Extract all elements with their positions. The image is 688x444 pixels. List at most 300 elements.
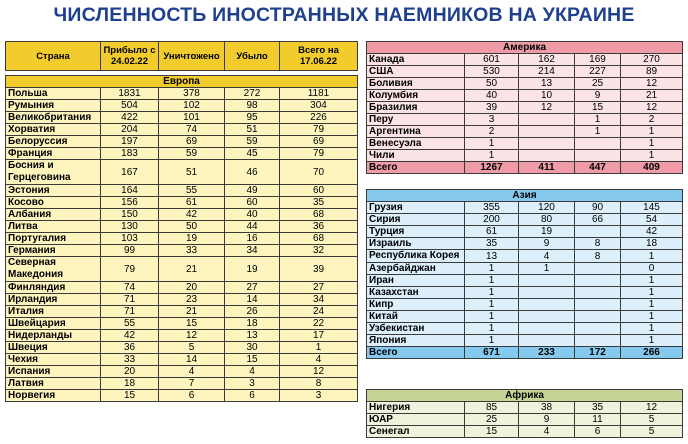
left-cell: 1 [575,126,621,138]
table-row [6,282,358,294]
total-cell: 8 [280,378,358,390]
country-cell: Казахстан [367,287,465,299]
destroyed-cell [519,311,575,323]
arrived-cell: 103 [101,233,159,245]
destroyed-cell: 162 [519,54,575,66]
country-cell: Чехия [6,354,101,366]
left-cell: 90 [575,202,621,214]
total-cell: 1 [280,342,358,354]
section-label: Америка [367,42,683,54]
arrived-cell: 1 [465,263,519,275]
total-destroyed: 233 [519,347,575,359]
total-cell: 1181 [280,88,358,100]
table-row [6,221,358,233]
arrived-cell: 18 [101,378,159,390]
destroyed-cell: 69 [159,136,225,148]
total-arrived: 1267 [465,162,519,174]
total-cell: 70 [280,160,358,185]
country-cell: Бразилия [367,102,465,114]
total-cell: 1 [621,335,683,347]
left-cell: 25 [575,78,621,90]
left-cell: 35 [575,402,621,414]
table-row [367,54,683,66]
destroyed-cell [519,150,575,162]
arrived-cell: 99 [101,245,159,257]
country-cell: Турция [367,226,465,238]
left-cell: 40 [225,209,280,221]
total-cell: 3 [280,390,358,402]
destroyed-cell: 51 [159,160,225,185]
total-cell: 17 [280,330,358,342]
header-arrived: Прибыло с 24.02.22 [101,42,159,71]
country-cell: Германия [6,245,101,257]
destroyed-cell: 12 [159,330,225,342]
total-cell: 18 [621,238,683,250]
table-row [6,88,358,100]
total-cell: 12 [621,402,683,414]
arrived-cell: 204 [101,124,159,136]
country-cell: Испания [6,366,101,378]
arrived-cell: 164 [101,185,159,197]
left-cell: 6 [575,426,621,438]
destroyed-cell [519,114,575,126]
total-cell: 1 [621,138,683,150]
left-cell: 34 [225,245,280,257]
total-row [367,347,683,359]
section-label: Европа [6,76,358,88]
table-row [6,148,358,160]
table-row [6,209,358,221]
country-cell: Боливия [367,78,465,90]
section-europe [6,76,358,88]
header-country: Страна [6,42,101,71]
left-cell [575,311,621,323]
table-row [6,354,358,366]
total-cell: 5 [621,414,683,426]
table-row [6,100,358,112]
arrived-cell: 2 [465,126,519,138]
destroyed-cell: 21 [159,257,225,282]
country-cell: Босния и Герцеговина [6,160,101,185]
left-cell: 8 [575,238,621,250]
table-row [367,90,683,102]
country-cell: Китай [367,311,465,323]
left-cell [575,299,621,311]
table-row [367,66,683,78]
left-cell: 30 [225,342,280,354]
table-row [367,202,683,214]
country-cell: Румыния [6,100,101,112]
arrived-cell: 36 [101,342,159,354]
destroyed-cell: 74 [159,124,225,136]
table-row [367,102,683,114]
country-cell: Белоруссия [6,136,101,148]
table-row [367,250,683,263]
destroyed-cell: 23 [159,294,225,306]
destroyed-cell [519,335,575,347]
table-row [367,226,683,238]
destroyed-cell: 33 [159,245,225,257]
left-cell: 98 [225,100,280,112]
country-cell: Сирия [367,214,465,226]
arrived-cell: 197 [101,136,159,148]
left-cell: 15 [225,354,280,366]
arrived-cell: 1 [465,275,519,287]
destroyed-cell: 4 [159,366,225,378]
arrived-cell: 1 [465,150,519,162]
left-cell: 15 [575,102,621,114]
america-rows [367,54,683,162]
arrived-cell: 150 [101,209,159,221]
table-row [6,342,358,354]
left-cell: 95 [225,112,280,124]
table-row [6,197,358,209]
arrived-cell: 530 [465,66,519,78]
asia-rows [367,202,683,347]
total-cell: 12 [621,102,683,114]
arrived-cell: 85 [465,402,519,414]
left-cell: 227 [575,66,621,78]
table-row [367,214,683,226]
header-row [6,42,358,71]
left-cell: 27 [225,282,280,294]
total-left: 172 [575,347,621,359]
country-cell: Литва [6,221,101,233]
table-row [367,126,683,138]
destroyed-cell: 4 [519,426,575,438]
total-cell: 304 [280,100,358,112]
destroyed-cell: 12 [519,102,575,114]
country-cell: Эстония [6,185,101,197]
total-cell: 1 [621,311,683,323]
country-cell: Албания [6,209,101,221]
arrived-cell: 1 [465,287,519,299]
table-row [6,378,358,390]
arrived-cell: 167 [101,160,159,185]
left-cell: 1 [575,114,621,126]
table-row [6,136,358,148]
country-cell: Великобритания [6,112,101,124]
destroyed-cell: 55 [159,185,225,197]
table-row [367,275,683,287]
country-cell: Северная Македония [6,257,101,282]
arrived-cell: 61 [465,226,519,238]
destroyed-cell: 59 [159,148,225,160]
left-cell [575,138,621,150]
left-cell [575,323,621,335]
total-label: Всего [367,162,465,174]
total-cell: 145 [621,202,683,214]
left-cell: 18 [225,318,280,330]
arrived-cell: 74 [101,282,159,294]
country-cell: Перу [367,114,465,126]
total-cell: 39 [280,257,358,282]
destroyed-cell [519,138,575,150]
total-cell: 12 [280,366,358,378]
destroyed-cell: 19 [519,226,575,238]
total-cell: 32 [280,245,358,257]
destroyed-cell [519,299,575,311]
arrived-cell: 50 [465,78,519,90]
destroyed-cell: 42 [159,209,225,221]
destroyed-cell: 214 [519,66,575,78]
arrived-cell: 156 [101,197,159,209]
total-cell: 89 [621,66,683,78]
total-cell: 21 [621,90,683,102]
country-cell: Узбекистан [367,323,465,335]
destroyed-cell: 50 [159,221,225,233]
left-cell: 4 [225,366,280,378]
left-cell: 6 [225,390,280,402]
header-left: Убыло [225,42,280,71]
table-row [6,112,358,124]
table-row [6,318,358,330]
country-cell: Латвия [6,378,101,390]
section-label: Азия [367,190,683,202]
total-cell: 0 [621,263,683,275]
arrived-cell: 1 [465,299,519,311]
country-cell: Республика Корея [367,250,465,263]
total-cell: 1 [621,275,683,287]
arrived-cell: 42 [101,330,159,342]
country-cell: Швейцария [6,318,101,330]
table-row [367,335,683,347]
table-row [6,160,358,185]
table-row [367,238,683,250]
destroyed-cell: 7 [159,378,225,390]
left-cell: 14 [225,294,280,306]
header-total: Всего на 17.06.22 [280,42,358,71]
arrived-cell: 79 [101,257,159,282]
arrived-cell: 183 [101,148,159,160]
total-cell: 1 [621,250,683,263]
country-cell: Финляндия [6,282,101,294]
table-row [367,426,683,438]
left-cell: 26 [225,306,280,318]
left-cell: 46 [225,160,280,185]
destroyed-cell: 6 [159,390,225,402]
total-cell: 54 [621,214,683,226]
destroyed-cell: 378 [159,88,225,100]
destroyed-cell: 10 [519,90,575,102]
total-cell: 36 [280,221,358,233]
total-cell: 68 [280,233,358,245]
destroyed-cell: 1 [519,263,575,275]
left-cell: 3 [225,378,280,390]
arrived-cell: 25 [465,414,519,426]
left-cell: 9 [575,90,621,102]
left-cell: 19 [225,257,280,282]
table-row [367,299,683,311]
country-cell: Венесуэла [367,138,465,150]
arrived-cell: 15 [101,390,159,402]
table-row [6,245,358,257]
arrived-cell: 1831 [101,88,159,100]
left-cell: 13 [225,330,280,342]
destroyed-cell: 102 [159,100,225,112]
total-cell: 24 [280,306,358,318]
total-total: 409 [621,162,683,174]
total-arrived: 671 [465,347,519,359]
section-america [367,42,683,54]
table-row [6,306,358,318]
total-cell: 1 [621,287,683,299]
table-row [367,263,683,275]
country-cell: Норвегия [6,390,101,402]
total-cell: 60 [280,185,358,197]
arrived-cell: 55 [101,318,159,330]
arrived-cell: 71 [101,294,159,306]
arrived-cell: 130 [101,221,159,233]
table-row [6,124,358,136]
total-cell: 69 [280,136,358,148]
country-cell: Азербайджан [367,263,465,275]
total-cell: 5 [621,426,683,438]
table-row [367,138,683,150]
table-row [367,114,683,126]
country-cell: Канада [367,54,465,66]
left-cell [575,226,621,238]
total-cell: 34 [280,294,358,306]
country-cell: Кипр [367,299,465,311]
table-row [367,287,683,299]
arrived-cell: 1 [465,311,519,323]
left-cell: 44 [225,221,280,233]
country-cell: Португалия [6,233,101,245]
destroyed-cell: 38 [519,402,575,414]
country-cell: Колумбия [367,90,465,102]
destroyed-cell: 61 [159,197,225,209]
arrived-cell: 1 [465,138,519,150]
total-cell: 79 [280,124,358,136]
destroyed-cell: 9 [519,414,575,426]
country-cell: Иран [367,275,465,287]
destroyed-cell: 9 [519,238,575,250]
europe-rows [6,88,358,402]
country-cell: Ирландия [6,294,101,306]
total-destroyed: 411 [519,162,575,174]
arrived-cell: 15 [465,426,519,438]
section-africa [367,390,683,402]
total-cell: 42 [621,226,683,238]
arrived-cell: 1 [465,335,519,347]
arrived-cell: 13 [465,250,519,263]
destroyed-cell [519,126,575,138]
arrived-cell: 3 [465,114,519,126]
total-row [367,162,683,174]
left-cell: 51 [225,124,280,136]
left-cell: 45 [225,148,280,160]
europe-table [5,41,358,402]
page-title: ЧИСЛЕННОСТЬ ИНОСТРАННЫХ НАЕМНИКОВ НА УКРАИНЕ [53,4,635,26]
america-table [366,41,683,174]
table-row [367,150,683,162]
table-row [367,414,683,426]
arrived-cell: 1 [465,323,519,335]
total-cell: 226 [280,112,358,124]
left-cell: 11 [575,414,621,426]
table-row [6,185,358,197]
left-cell: 60 [225,197,280,209]
arrived-cell: 71 [101,306,159,318]
total-cell: 270 [621,54,683,66]
section-label: Африка [367,390,683,402]
destroyed-cell: 20 [159,282,225,294]
country-cell: Грузия [367,202,465,214]
total-total: 266 [621,347,683,359]
arrived-cell: 422 [101,112,159,124]
table-row [367,323,683,335]
country-cell: Нидерланды [6,330,101,342]
header-destroyed: Уничтожено [159,42,225,71]
asia-table [366,189,683,359]
destroyed-cell: 4 [519,250,575,263]
destroyed-cell: 21 [159,306,225,318]
country-cell: Япония [367,335,465,347]
africa-rows [367,402,683,438]
left-cell: 272 [225,88,280,100]
total-cell: 27 [280,282,358,294]
left-cell [575,275,621,287]
left-cell [575,335,621,347]
table-row [6,390,358,402]
section-asia [367,190,683,202]
table-row [6,257,358,282]
destroyed-cell: 15 [159,318,225,330]
table-row [6,294,358,306]
left-cell [575,150,621,162]
destroyed-cell: 120 [519,202,575,214]
arrived-cell: 39 [465,102,519,114]
total-left: 447 [575,162,621,174]
destroyed-cell: 14 [159,354,225,366]
destroyed-cell: 101 [159,112,225,124]
table-row [367,402,683,414]
destroyed-cell [519,323,575,335]
country-cell: Аргентина [367,126,465,138]
destroyed-cell: 5 [159,342,225,354]
country-cell: ЮАР [367,414,465,426]
country-cell: Польша [6,88,101,100]
destroyed-cell [519,287,575,299]
left-cell [575,287,621,299]
total-cell: 2 [621,114,683,126]
left-cell: 59 [225,136,280,148]
left-cell: 49 [225,185,280,197]
table-row [6,366,358,378]
destroyed-cell: 19 [159,233,225,245]
destroyed-cell: 13 [519,78,575,90]
total-cell: 35 [280,197,358,209]
total-cell: 68 [280,209,358,221]
arrived-cell: 355 [465,202,519,214]
country-cell: Франция [6,148,101,160]
total-label: Всего [367,347,465,359]
arrived-cell: 601 [465,54,519,66]
destroyed-cell [519,275,575,287]
country-cell: Швеция [6,342,101,354]
total-cell: 1 [621,126,683,138]
left-cell [575,263,621,275]
left-cell: 8 [575,250,621,263]
total-cell: 1 [621,323,683,335]
total-cell: 12 [621,78,683,90]
country-cell: США [367,66,465,78]
arrived-cell: 35 [465,238,519,250]
total-cell: 4 [280,354,358,366]
left-cell: 169 [575,54,621,66]
total-cell: 22 [280,318,358,330]
